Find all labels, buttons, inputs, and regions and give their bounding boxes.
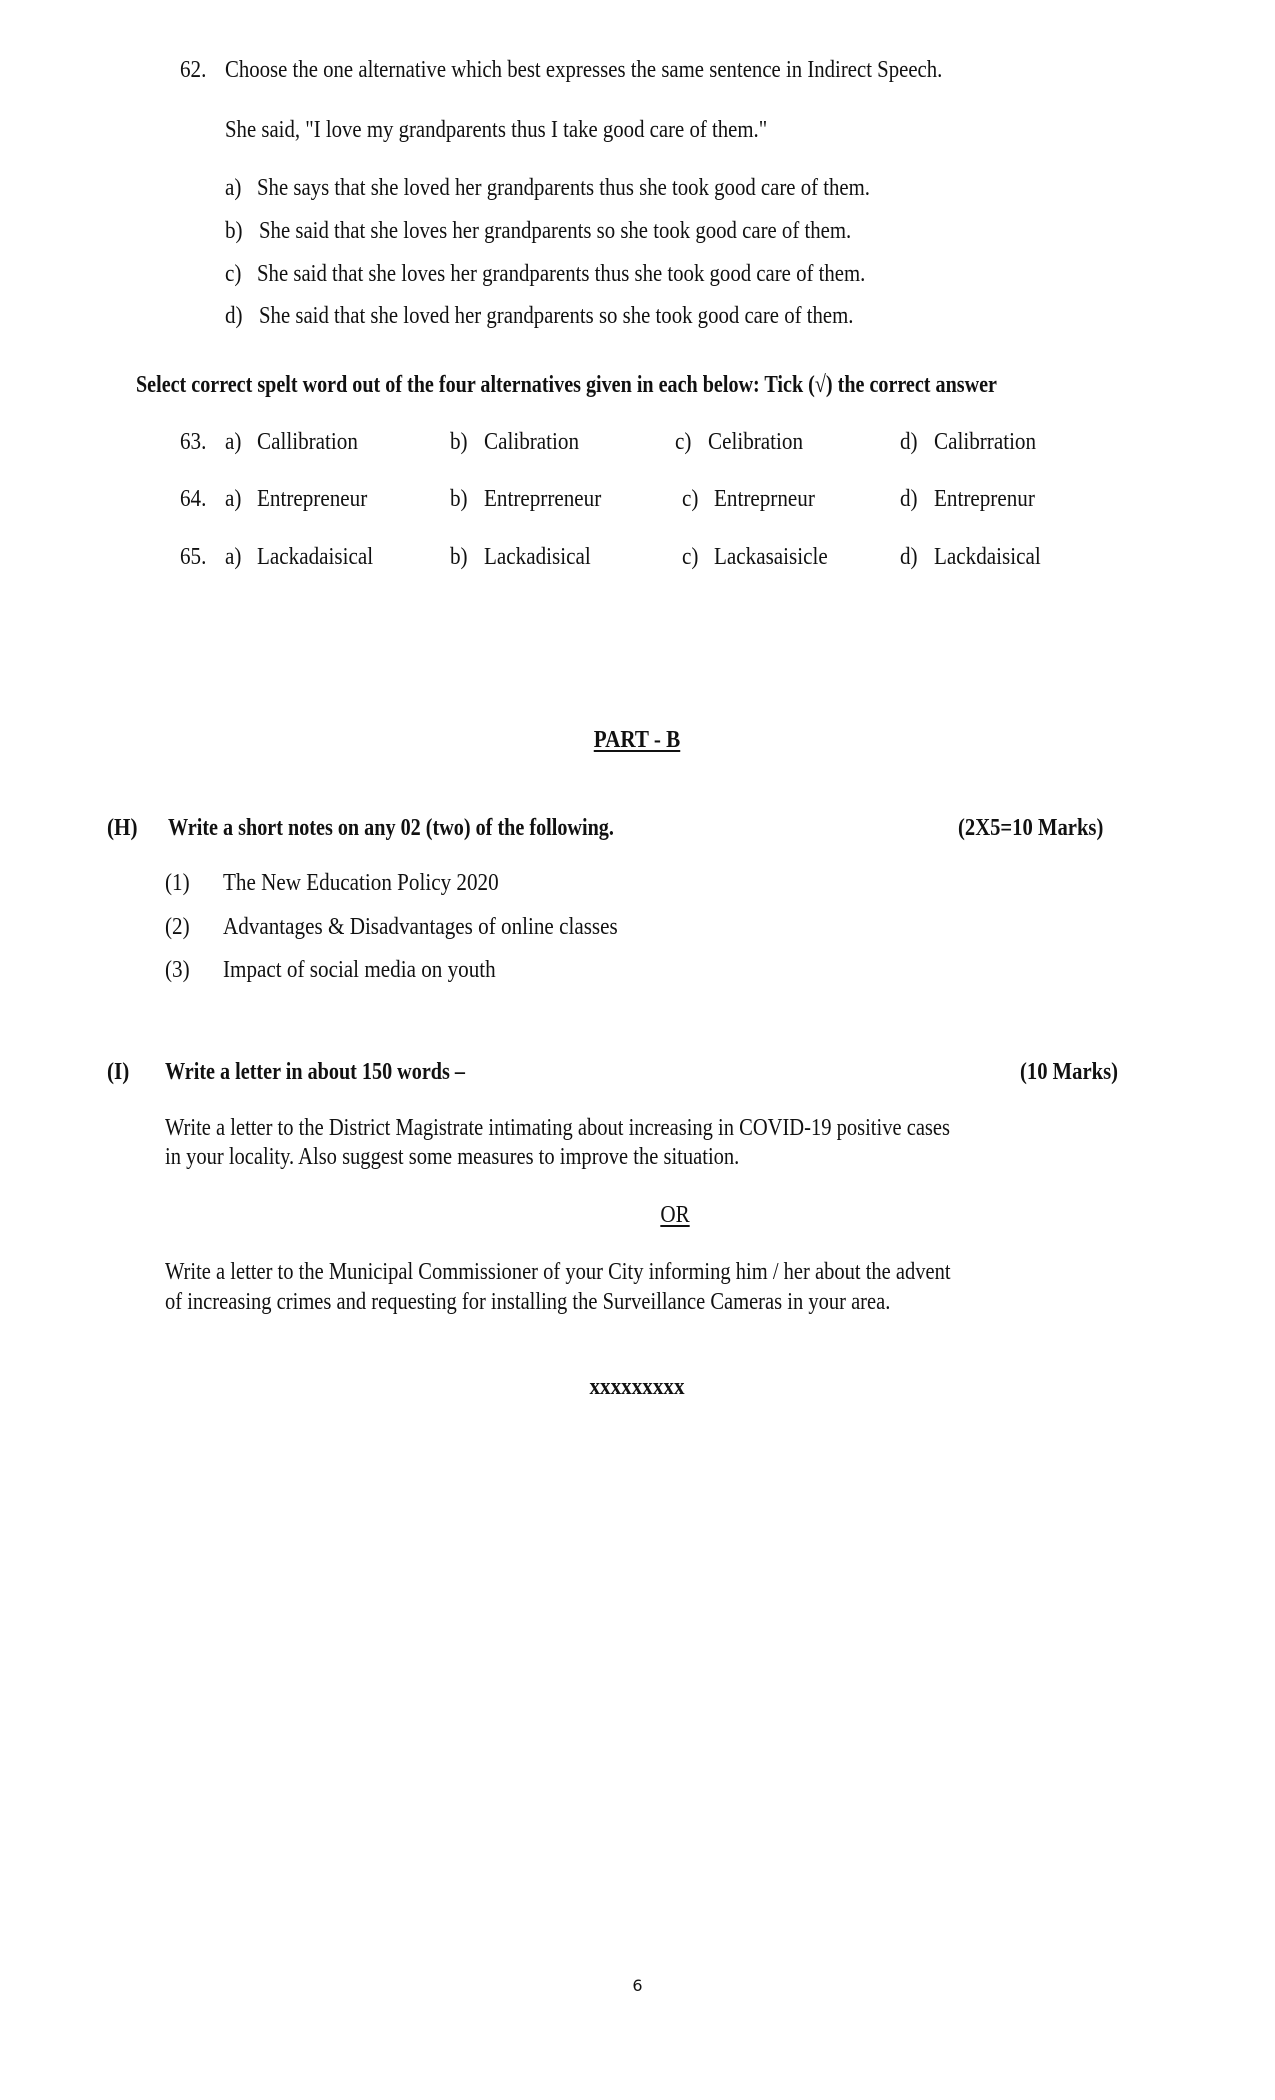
option-text[interactable]: Callibration bbox=[257, 429, 358, 455]
option-label: c) bbox=[675, 429, 692, 455]
option-label: b) bbox=[225, 218, 243, 244]
question-number: 65. bbox=[180, 544, 207, 570]
option-text[interactable]: She says that she loved her grandparents thus she took good care of them. bbox=[257, 175, 870, 201]
option-label: d) bbox=[225, 303, 243, 329]
option-text[interactable]: She said that she loved her grandparents so she took good care of them. bbox=[259, 303, 854, 329]
option-text[interactable]: Lackadisical bbox=[484, 544, 591, 570]
option-label: c) bbox=[682, 486, 699, 512]
spelling-section-heading: Select correct spelt word out of the four alternatives given in each below: Tick (√) the correct answer bbox=[136, 372, 997, 398]
letter-option-2-line-1: Write a letter to the Municipal Commissioner of your City informing him / her about the advent bbox=[165, 1259, 951, 1285]
option-label: d) bbox=[900, 429, 918, 455]
option-text[interactable]: Lackadaisical bbox=[257, 544, 374, 570]
option-label: a) bbox=[225, 486, 242, 512]
question-number: 62. bbox=[180, 57, 207, 83]
question-text: Choose the one alternative which best expresses the same sentence in Indirect Speech. bbox=[225, 57, 943, 83]
option-text[interactable]: Celibration bbox=[708, 429, 804, 455]
option-text[interactable]: Calibration bbox=[484, 429, 580, 455]
option-text[interactable]: Entreprenur bbox=[934, 486, 1035, 512]
option-text[interactable]: Lackasaisicle bbox=[714, 544, 828, 570]
section-marks: (2X5=10 Marks) bbox=[958, 815, 1104, 841]
option-label: a) bbox=[225, 544, 242, 570]
option-text[interactable]: Entrepreneur bbox=[257, 486, 368, 512]
option-label: a) bbox=[225, 175, 242, 201]
question-number: 64. bbox=[180, 486, 207, 512]
section-marks: (10 Marks) bbox=[1020, 1059, 1119, 1085]
option-text[interactable]: Entreprreneur bbox=[484, 486, 602, 512]
or-separator: OR bbox=[660, 1202, 690, 1228]
option-text[interactable]: She said that she loves her grandparents so she took good care of them. bbox=[259, 218, 852, 244]
letter-option-2-line-2: of increasing crimes and requesting for installing the Surveillance Cameras in your area. bbox=[165, 1289, 891, 1315]
option-label: b) bbox=[450, 429, 468, 455]
direct-speech-sentence: She said, "I love my grandparents thus I take good care of them." bbox=[225, 117, 768, 143]
end-of-paper-mark: xxxxxxxxx bbox=[589, 1374, 685, 1400]
page-number: 6 bbox=[632, 1976, 643, 1995]
option-label: a) bbox=[225, 429, 242, 455]
option-label: d) bbox=[900, 486, 918, 512]
topic-text: Impact of social media on youth bbox=[223, 957, 496, 983]
question-number: 63. bbox=[180, 429, 207, 455]
topic-label: (3) bbox=[165, 957, 190, 983]
topic-text: Advantages & Disadvantages of online classes bbox=[223, 914, 618, 940]
topic-label: (2) bbox=[165, 914, 190, 940]
option-label: b) bbox=[450, 486, 468, 512]
option-label: c) bbox=[682, 544, 699, 570]
option-text[interactable]: She said that she loves her grandparents thus she took good care of them. bbox=[257, 261, 866, 287]
option-text[interactable]: Calibrration bbox=[934, 429, 1037, 455]
option-label: c) bbox=[225, 261, 242, 287]
section-instruction: Write a letter in about 150 words – bbox=[165, 1059, 465, 1085]
topic-text: The New Education Policy 2020 bbox=[223, 870, 499, 896]
letter-option-1-line-1: Write a letter to the District Magistrate intimating about increasing in COVID-19 positive cases bbox=[165, 1115, 951, 1141]
section-instruction: Write a short notes on any 02 (two) of the following. bbox=[168, 815, 614, 841]
option-text[interactable]: Entreprneur bbox=[714, 486, 815, 512]
part-b-title: PART - B bbox=[593, 727, 681, 753]
letter-option-1-line-2: in your locality. Also suggest some measures to improve the situation. bbox=[165, 1144, 740, 1170]
section-label: (H) bbox=[107, 815, 138, 841]
option-label: b) bbox=[450, 544, 468, 570]
option-text[interactable]: Lackdaisical bbox=[934, 544, 1041, 570]
topic-label: (1) bbox=[165, 870, 190, 896]
section-label: (I) bbox=[107, 1059, 130, 1085]
option-label: d) bbox=[900, 544, 918, 570]
